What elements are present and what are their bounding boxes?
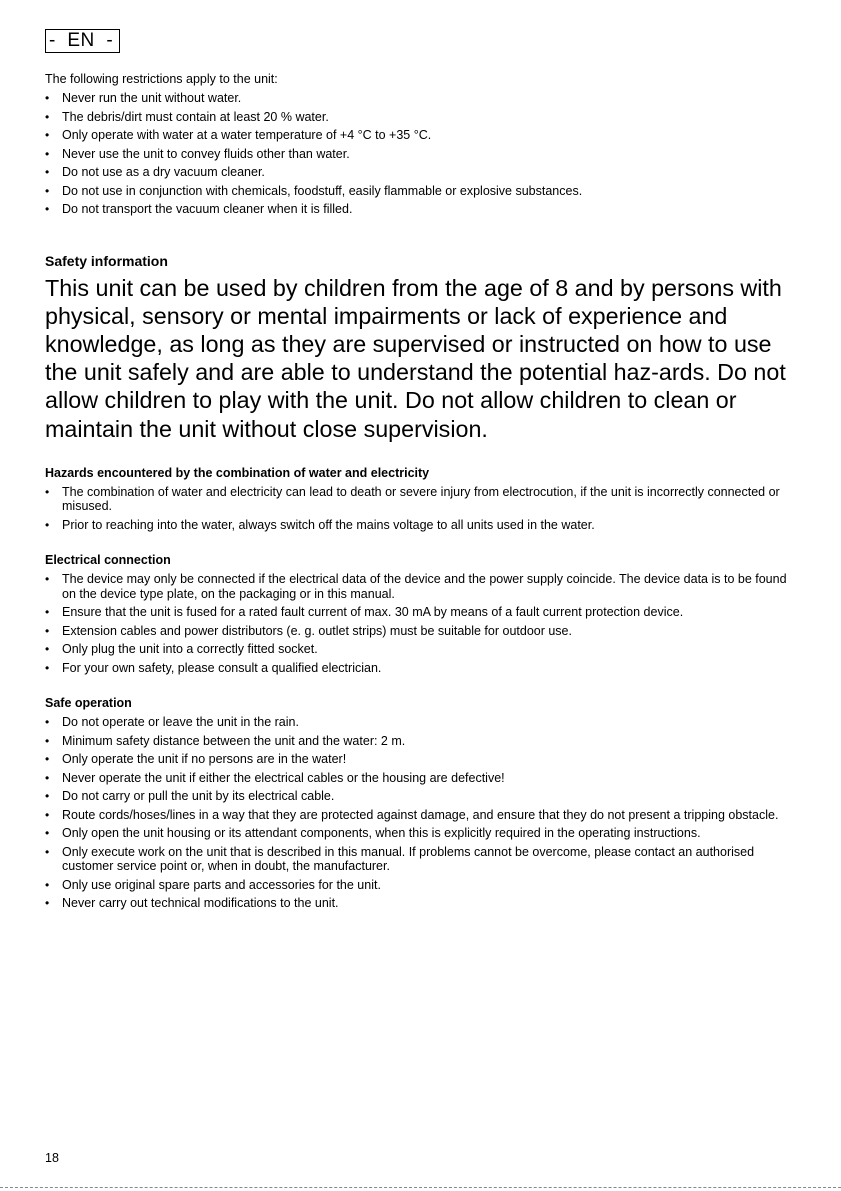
list-item: • Only open the unit housing or its attendant components, when this is explicitly required in the operating instructions. bbox=[45, 826, 790, 841]
list-item: • Do not transport the vacuum cleaner when it is filled. bbox=[45, 202, 790, 217]
list-item: • The combination of water and electricity can lead to death or severe injury from electrocution, if the unit is incorrectly connected or misused. bbox=[45, 485, 790, 514]
list-item: • Prior to reaching into the water, always switch off the mains voltage to all units used in the water. bbox=[45, 518, 790, 533]
language-tag: - EN - bbox=[45, 29, 120, 53]
hazards-list bbox=[45, 485, 790, 533]
page-number: 18 bbox=[45, 1151, 59, 1165]
restrictions-list bbox=[45, 91, 790, 217]
list-item: • Ensure that the unit is fused for a rated fault current of max. 30 mA by means of a fault current protection device. bbox=[45, 605, 790, 620]
list-item: • Never operate the unit if either the electrical cables or the housing are defective! bbox=[45, 771, 790, 786]
list-item: • Only operate the unit if no persons are in the water! bbox=[45, 752, 790, 767]
safe-operation-list bbox=[45, 715, 790, 911]
list-item: • Do not carry or pull the unit by its electrical cable. bbox=[45, 789, 790, 804]
page-content bbox=[45, 71, 790, 915]
page-bottom-divider bbox=[0, 1187, 841, 1188]
electrical-connection-heading: Electrical connection bbox=[45, 553, 171, 568]
safe-operation-heading: Safe operation bbox=[45, 696, 132, 711]
list-item: • Only execute work on the unit that is described in this manual. If problems cannot be overcome, please contact an authorised customer service point or, when in doubt, the manufacturer. bbox=[45, 845, 790, 874]
list-item: • Do not operate or leave the unit in the rain. bbox=[45, 715, 790, 730]
list-item: • Only operate with water at a water temperature of +4 °C to +35 °C. bbox=[45, 128, 790, 143]
list-item: • Do not use as a dry vacuum cleaner. bbox=[45, 165, 790, 180]
list-item: • Only use original spare parts and accessories for the unit. bbox=[45, 878, 790, 893]
list-item: • Minimum safety distance between the unit and the water: 2 m. bbox=[45, 734, 790, 749]
list-item: • Only plug the unit into a correctly fitted socket. bbox=[45, 642, 790, 657]
list-item: • The debris/dirt must contain at least 20 % water. bbox=[45, 110, 790, 125]
list-item: • Never carry out technical modifications to the unit. bbox=[45, 896, 790, 911]
electrical-connection-list bbox=[45, 572, 790, 675]
safety-information-body: This unit can be used by children from the age of 8 and by persons with physical, sensory or mental impairments or lack of experience and knowledge, as long as they are supervised or instructed on how to use the unit safely and are able to understand the potential haz-ards. Do not allow children to play with the unit. Do not allow children to clean or maintain the unit without close supervision. bbox=[45, 274, 786, 442]
list-item: • Never run the unit without water. bbox=[45, 91, 790, 106]
list-item: • Do not use in conjunction with chemicals, foodstuff, easily flammable or explosive substances. bbox=[45, 184, 790, 199]
list-item: • For your own safety, please consult a qualified electrician. bbox=[45, 661, 790, 676]
list-item: • The device may only be connected if the electrical data of the device and the power supply coincide. The device data is to be found on the device type plate, on the packaging or in this manual. bbox=[45, 572, 790, 601]
safety-information-heading: Safety information bbox=[45, 252, 168, 269]
list-item: • Extension cables and power distributors (e. g. outlet strips) must be suitable for outdoor use. bbox=[45, 624, 790, 639]
hazards-heading: Hazards encountered by the combination of water and electricity bbox=[45, 465, 430, 480]
list-item: • Never use the unit to convey fluids other than water. bbox=[45, 147, 790, 162]
list-item: • Route cords/hoses/lines in a way that they are protected against damage, and ensure that they do not present a tripping obstacle. bbox=[45, 808, 790, 823]
restrictions-intro: The following restrictions apply to the unit: bbox=[45, 72, 278, 86]
